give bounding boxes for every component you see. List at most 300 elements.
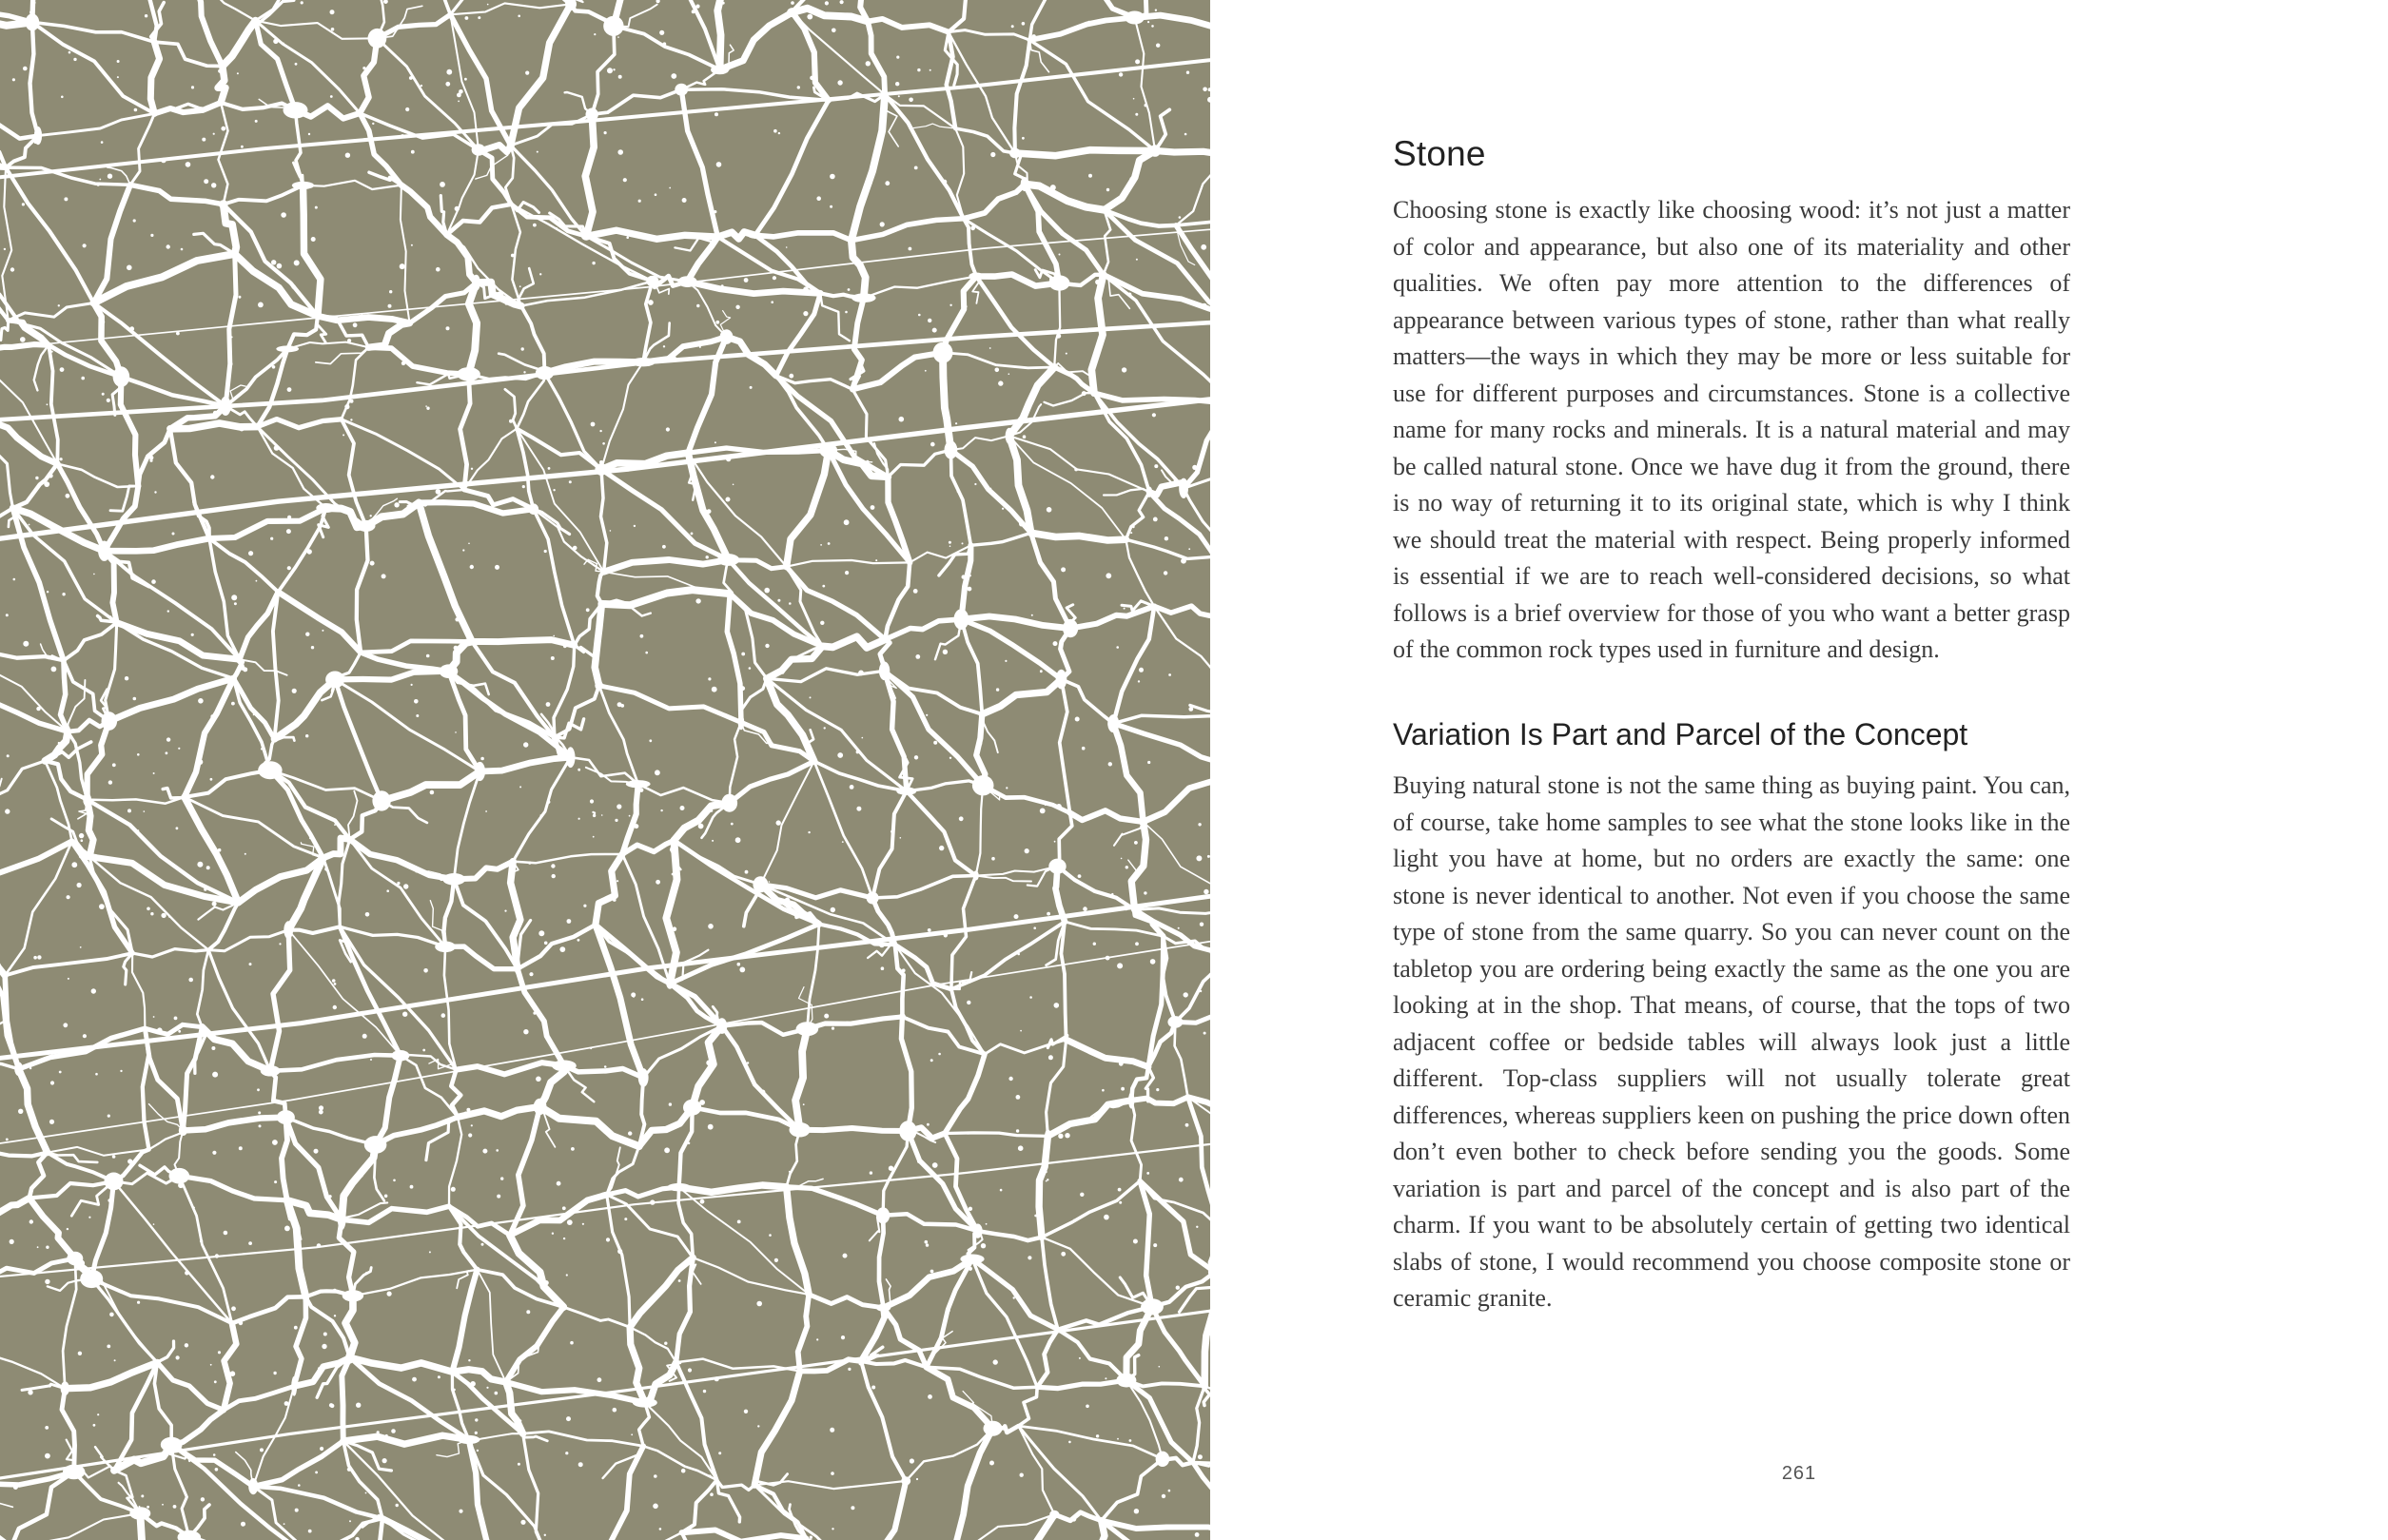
- stone-speckle: [144, 810, 146, 812]
- stone-speckle: [231, 336, 233, 338]
- stone-speckle: [949, 545, 951, 547]
- stone-speckle: [127, 809, 131, 812]
- stone-speckle: [370, 1059, 372, 1061]
- stone-speckle: [1202, 303, 1207, 309]
- stone-speckle: [391, 1429, 396, 1433]
- stone-speckle: [176, 827, 179, 829]
- stone-speckle: [1040, 809, 1046, 814]
- stone-speckle: [851, 1506, 854, 1510]
- stone-speckle: [943, 180, 947, 184]
- stone-speckle: [928, 1394, 932, 1399]
- stone-crack: [787, 1187, 884, 1216]
- stone-speckle: [166, 737, 170, 741]
- stone-speckle: [592, 811, 594, 813]
- stone-crack: [1054, 283, 1060, 368]
- stone-speckle: [518, 1430, 522, 1434]
- stone-vein-blob: [638, 1068, 649, 1087]
- stone-speckle: [810, 696, 812, 698]
- stone-speckle: [18, 1109, 23, 1114]
- stone-crack: [240, 659, 287, 675]
- stone-speckle: [330, 10, 335, 14]
- stone-speckle: [1124, 608, 1125, 610]
- stone-speckle: [80, 946, 82, 948]
- stone-speckle: [1176, 1286, 1180, 1290]
- stone-crack: [9, 303, 94, 321]
- stone-speckle: [1040, 670, 1043, 673]
- stone-speckle: [722, 2, 725, 5]
- stone-speckle: [422, 1049, 425, 1052]
- stone-speckle: [735, 837, 741, 843]
- stone-crack: [630, 1327, 645, 1402]
- stone-speckle: [323, 1333, 327, 1336]
- stone-crack: [38, 113, 154, 135]
- stone-speckle: [666, 427, 670, 431]
- stone-speckle: [1145, 104, 1147, 107]
- stone-speckle: [210, 1364, 212, 1366]
- stone-speckle: [253, 713, 255, 715]
- stone-speckle: [307, 549, 312, 554]
- stone-speckle: [99, 179, 101, 181]
- stone-speckle: [624, 1218, 627, 1220]
- stone-speckle: [301, 1, 303, 4]
- stone-speckle: [1033, 926, 1036, 929]
- stone-crack: [564, 1065, 643, 1078]
- stone-speckle: [358, 1172, 363, 1178]
- stone-speckle: [95, 1073, 98, 1076]
- stone-crack: [0, 761, 45, 809]
- stone-speckle: [333, 1005, 337, 1009]
- stone-speckle: [1184, 133, 1187, 136]
- stone-speckle: [333, 1289, 337, 1293]
- stone-crack: [1175, 953, 1210, 1023]
- stone-speckle: [1188, 548, 1190, 550]
- stone-speckle: [909, 98, 913, 103]
- stone-crack: [787, 451, 829, 567]
- stone-speckle: [938, 1053, 941, 1056]
- stone-speckle: [438, 1375, 440, 1378]
- stone-speckle: [641, 998, 644, 1001]
- stone-speckle: [173, 1505, 177, 1509]
- stone-crack: [469, 1440, 489, 1540]
- stone-crack: [348, 791, 358, 840]
- stone-crack: [688, 282, 821, 294]
- stone-speckle: [613, 1408, 617, 1413]
- stone-speckle: [586, 608, 590, 612]
- stone-speckle: [556, 227, 558, 229]
- stone-speckle: [1075, 717, 1080, 722]
- stone-speckle: [739, 967, 745, 973]
- stone-crack: [597, 572, 604, 604]
- stone-speckle: [261, 748, 263, 750]
- stone-vein-blob: [316, 503, 336, 513]
- stone-crack: [1104, 489, 1149, 496]
- stone-crack: [599, 686, 638, 784]
- stone-speckle: [1155, 10, 1157, 11]
- stone-speckle: [540, 814, 542, 816]
- stone-crack: [670, 925, 819, 984]
- stone-speckle: [112, 1155, 116, 1159]
- stone-crack: [401, 185, 410, 323]
- stone-crack: [105, 551, 240, 659]
- stone-crack: [523, 1433, 548, 1441]
- stone-speckle: [370, 561, 375, 566]
- stone-crack: [885, 619, 961, 639]
- stone-speckle: [913, 589, 918, 594]
- stone-speckle: [991, 857, 995, 861]
- stone-vein-blob: [796, 1022, 819, 1036]
- stone-speckle: [411, 150, 415, 154]
- stone-speckle: [673, 836, 677, 841]
- stone-vein-blob: [899, 1121, 916, 1140]
- stone-crack: [950, 436, 1008, 450]
- stone-vein-blob: [26, 13, 40, 30]
- stone-speckle: [618, 75, 622, 79]
- stone-speckle: [551, 656, 555, 660]
- stone-speckle: [550, 216, 555, 221]
- stone-speckle: [486, 1387, 488, 1389]
- stone-crack: [171, 1445, 189, 1537]
- stone-crack: [303, 185, 321, 316]
- stone-speckle: [945, 1030, 948, 1033]
- stone-speckle: [477, 1450, 479, 1452]
- stone-speckle: [989, 347, 991, 349]
- stone-crack: [130, 113, 155, 185]
- stone-crack: [224, 1386, 294, 1410]
- stone-speckle: [277, 263, 283, 269]
- stone-vein-blob: [1009, 148, 1021, 159]
- stone-speckle: [241, 146, 244, 148]
- stone-speckle: [831, 1472, 834, 1475]
- stone-speckle: [1102, 1089, 1105, 1092]
- stone-speckle: [613, 898, 617, 902]
- stone-crack: [401, 185, 447, 235]
- stone-speckle: [832, 29, 836, 33]
- stone-speckle: [320, 1447, 323, 1451]
- stone-speckle: [311, 237, 316, 242]
- stone-crack: [377, 14, 450, 38]
- stone-speckle: [850, 785, 854, 789]
- stone-speckle: [497, 1195, 500, 1199]
- stone-speckle: [99, 904, 105, 909]
- stone-crack: [5, 953, 132, 975]
- stone-speckle: [49, 1384, 51, 1387]
- stone-crack: [450, 3, 571, 14]
- stone-speckle: [620, 704, 624, 708]
- stone-speckle: [212, 1072, 218, 1078]
- stone-speckle: [73, 58, 76, 61]
- stone-crack: [511, 146, 586, 236]
- stone-speckle: [362, 1034, 367, 1039]
- stone-speckle: [709, 1474, 712, 1477]
- stone-vein-blob: [372, 790, 390, 810]
- stone-speckle: [858, 671, 864, 676]
- stone-speckle: [604, 1065, 607, 1068]
- stone-vein-blob: [440, 664, 459, 678]
- stone-speckle: [274, 445, 280, 451]
- stone-vein-blob: [899, 1013, 906, 1021]
- stone-speckle: [523, 371, 525, 373]
- stone-speckle: [710, 809, 713, 811]
- stone-crack: [1102, 1521, 1210, 1532]
- stone-speckle: [1008, 1077, 1012, 1081]
- stone-speckle: [511, 254, 515, 258]
- stone-speckle: [401, 361, 405, 365]
- stone-crack: [442, 0, 451, 14]
- stone-crack: [872, 791, 907, 898]
- stone-speckle: [455, 206, 460, 211]
- stone-crack: [163, 789, 185, 798]
- stone-crack: [1140, 1181, 1152, 1307]
- stone-speckle: [389, 290, 392, 293]
- stone-crack: [1114, 822, 1144, 846]
- stone-vein-blob: [876, 1207, 890, 1223]
- stone-speckle: [61, 96, 64, 99]
- stone-crack: [294, 1296, 305, 1386]
- page-number: 261: [1781, 1463, 1817, 1484]
- stone-crack: [335, 679, 382, 801]
- stone-speckle: [67, 895, 70, 899]
- stone-speckle: [678, 1279, 681, 1282]
- stone-crack: [350, 839, 445, 946]
- stone-speckle: [895, 82, 899, 86]
- stone-speckle: [718, 1452, 721, 1454]
- stone-speckle: [526, 1310, 530, 1314]
- stone-vein-blob: [536, 366, 554, 380]
- stone-speckle: [319, 1110, 323, 1115]
- stone-speckle: [930, 442, 935, 447]
- stone-speckle: [446, 326, 450, 330]
- stone-speckle: [7, 754, 10, 757]
- stone-speckle: [426, 407, 429, 410]
- stone-crack: [798, 1295, 810, 1372]
- stone-speckle: [1093, 943, 1096, 945]
- stone-speckle: [206, 839, 209, 842]
- stone-speckle: [765, 644, 769, 648]
- stone-crack: [1125, 492, 1149, 539]
- stone-speckle: [258, 1111, 261, 1114]
- stone-speckle: [297, 795, 299, 797]
- stone-speckle: [49, 474, 53, 478]
- stone-crack: [945, 1133, 1047, 1137]
- stone-vein-blob: [711, 65, 729, 74]
- stone-speckle: [669, 1102, 672, 1105]
- stone-speckle: [12, 78, 15, 81]
- stone-speckle: [949, 304, 951, 306]
- stone-speckle: [120, 1070, 122, 1072]
- stone-crack: [444, 946, 457, 1069]
- stone-speckle: [470, 1381, 476, 1387]
- stone-speckle: [167, 610, 169, 612]
- stone-crack: [0, 934, 5, 976]
- stone-speckle: [965, 305, 968, 308]
- stone-crack: [157, 1362, 224, 1410]
- stone-speckle: [539, 273, 541, 275]
- stone-crack: [793, 9, 868, 22]
- stone-speckle: [1002, 508, 1004, 510]
- stone-speckle: [59, 1071, 62, 1074]
- stone-crack: [595, 604, 601, 686]
- stone-speckle: [900, 837, 902, 839]
- stone-speckle: [273, 39, 278, 44]
- stone-crack: [95, 1447, 114, 1471]
- stone-speckle: [1203, 88, 1207, 92]
- stone-vein-blob: [368, 29, 387, 49]
- stone-crack: [681, 89, 829, 101]
- stone-speckle: [1006, 787, 1008, 789]
- stone-crack: [0, 1503, 12, 1512]
- stone-vein-blob: [161, 1437, 183, 1452]
- stone-speckle: [256, 580, 258, 582]
- stone-speckle: [544, 550, 547, 553]
- stone-speckle: [774, 1258, 778, 1262]
- stone-speckle: [77, 883, 82, 887]
- stone-crack: [1200, 1532, 1210, 1540]
- stone-speckle: [107, 399, 110, 402]
- stone-crack: [1067, 1040, 1148, 1067]
- stone-speckle: [471, 1124, 473, 1126]
- stone-speckle: [147, 1506, 149, 1509]
- stone-speckle: [295, 63, 298, 66]
- stone-speckle: [617, 1249, 622, 1254]
- stone-speckle: [695, 5, 699, 9]
- stone-speckle: [925, 1240, 929, 1244]
- stone-speckle: [234, 602, 237, 605]
- stone-crack: [13, 508, 105, 551]
- stone-speckle: [382, 1458, 387, 1463]
- stone-vein-blob: [973, 870, 979, 880]
- stone-vein-blob: [442, 873, 465, 886]
- stone-speckle: [577, 769, 580, 771]
- stone-speckle: [785, 898, 791, 904]
- stone-speckle: [522, 485, 525, 488]
- stone-speckle: [862, 737, 864, 739]
- stone-speckle: [66, 494, 70, 498]
- stone-speckle: [962, 575, 966, 578]
- stone-speckle: [926, 714, 928, 716]
- stone-speckle: [292, 689, 297, 693]
- stone-speckle: [1086, 1405, 1089, 1409]
- stone-speckle: [343, 434, 344, 436]
- stone-crack: [1018, 1426, 1101, 1521]
- stone-crack: [0, 1199, 29, 1221]
- stone-vein-blob: [1107, 714, 1119, 732]
- stone-speckle: [1088, 174, 1092, 178]
- stone-vein-blob: [392, 1050, 410, 1061]
- stone-crack: [138, 429, 170, 486]
- stone-speckle: [108, 1199, 111, 1202]
- stone-crack: [1204, 1386, 1210, 1405]
- stone-speckle: [840, 0, 844, 4]
- stone-vein-blob: [933, 342, 953, 363]
- stone-speckle: [129, 326, 134, 331]
- stone-speckle: [347, 1468, 351, 1472]
- stone-crack: [1131, 1067, 1148, 1101]
- stone-crack: [179, 1176, 232, 1323]
- stone-speckle: [803, 286, 809, 292]
- stone-speckle: [239, 1146, 243, 1150]
- stone-speckle: [837, 752, 843, 758]
- stone-speckle: [153, 1223, 155, 1225]
- stone-crack: [1039, 1136, 1047, 1237]
- stone-speckle: [397, 882, 400, 885]
- stone-speckle: [523, 1029, 528, 1034]
- stone-speckle: [161, 913, 166, 918]
- stone-speckle: [174, 1017, 178, 1021]
- stone-speckle: [706, 556, 709, 558]
- stone-speckle: [645, 652, 648, 654]
- stone-speckle: [211, 1046, 215, 1050]
- stone-crack: [506, 1382, 645, 1403]
- stone-speckle: [97, 1413, 99, 1415]
- stone-speckle: [1074, 468, 1078, 472]
- stone-speckle: [856, 751, 860, 754]
- stone-speckle: [692, 10, 695, 13]
- stone-crack: [454, 879, 518, 968]
- stone-speckle: [726, 457, 731, 461]
- stone-speckle: [640, 634, 644, 638]
- stone-crack: [105, 538, 209, 551]
- stone-speckle: [1108, 762, 1112, 766]
- stone-speckle: [69, 527, 72, 530]
- stone-speckle: [231, 1306, 236, 1311]
- stone-speckle: [750, 386, 753, 389]
- stone-vein-blob: [1045, 1129, 1051, 1142]
- stone-speckle: [37, 955, 41, 959]
- stone-speckle: [147, 281, 150, 284]
- stone-crack: [885, 94, 955, 128]
- stone-speckle: [154, 491, 156, 493]
- stone-crack: [601, 470, 607, 573]
- stone-crack: [65, 1362, 157, 1388]
- stone-crack: [1113, 606, 1154, 723]
- stone-crack: [1113, 724, 1143, 822]
- stone-speckle: [773, 276, 776, 280]
- stone-speckle: [178, 1030, 181, 1033]
- stone-crack: [511, 205, 653, 282]
- stone-speckle: [191, 634, 194, 636]
- stone-speckle: [822, 585, 825, 588]
- stone-speckle: [137, 753, 140, 756]
- stone-speckle: [745, 870, 749, 874]
- stone-crack: [1144, 768, 1210, 822]
- stone-speckle: [35, 477, 38, 479]
- stone-speckle: [500, 1177, 503, 1179]
- stone-vein-blob: [819, 443, 837, 458]
- stone-speckle: [563, 1238, 565, 1239]
- stone-speckle: [820, 544, 822, 546]
- stone-speckle: [708, 677, 711, 680]
- stone-crack: [814, 761, 907, 790]
- stone-crack: [270, 770, 323, 858]
- stone-speckle: [962, 542, 964, 544]
- stone-vein-blob: [1048, 859, 1066, 874]
- stone-speckle: [1153, 517, 1158, 522]
- stone-speckle: [688, 1368, 692, 1372]
- stone-vein-blob: [1021, 177, 1029, 191]
- stone-speckle: [176, 332, 180, 336]
- stone-speckle: [295, 1509, 299, 1512]
- stone-crack: [1105, 151, 1156, 210]
- stone-speckle: [258, 302, 264, 308]
- stone-crack: [285, 1118, 375, 1145]
- stone-speckle: [218, 848, 222, 852]
- stone-crack: [1135, 18, 1156, 151]
- stone-speckle: [127, 1159, 132, 1163]
- stone-crack: [555, 686, 599, 737]
- stone-speckle: [939, 846, 944, 850]
- stone-crack: [868, 22, 885, 95]
- stone-speckle: [193, 1207, 195, 1209]
